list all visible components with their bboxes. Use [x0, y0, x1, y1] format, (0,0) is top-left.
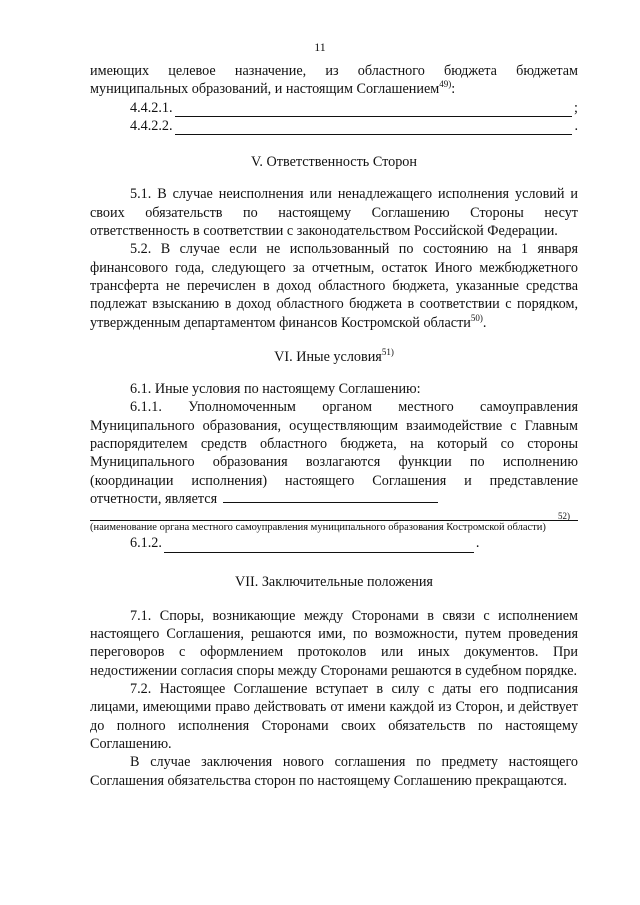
blank-full-line	[90, 510, 578, 521]
paragraph-6-1-1: 6.1.1. Уполномоченным органом местного самоуправления Муниципального образования, осуществляющим взаимодействие с Главным распорядителем средств областного бюджета, на который со стороны Муниципального образования возлагаются функции по исполнению (координации исполнения) настоящего Соглашения и представление отчетности, является	[90, 399, 578, 507]
document-body	[90, 62, 578, 790]
paragraph-7-1: 7.1. Споры, возникающие между Сторонами в связи с исполнением настоящего Соглашения, решаются ими, по возможности, путем проведения переговоров с оформлением протоколов или иных документов. При недостижении согласия споры между Сторонами решаются в судебном порядке.	[90, 607, 578, 679]
paragraph-5-2: 5.2. В случае если не использованный по состоянию на 1 января финансового года, следующего за отчетным, остаток Иного межбюджетного трансферта не перечислен в доход областного бюджета, указанные средства подлежат взысканию в доход областного бюджета в соответствии с порядком, утвержденным департаментом финансов Костромской области$^{50)}$.	[90, 241, 578, 331]
page-number: 11	[314, 40, 326, 54]
intro-text: имеющих целевое назначение, из областного бюджета бюджетам муниципальных образований, и настоящим Соглашением	[90, 63, 578, 98]
paragraph-7-2: 7.2. Настоящее Соглашение вступает в силу с даты его подписания лицами, имеющими право действовать от имени каждой из Сторон, и действует до полного исполнения Сторонами своих обязательств по настоящему Соглашению.	[90, 681, 578, 752]
field-caption: (наименование органа местного самоуправления муниципального образования Костромской области)	[90, 522, 546, 534]
footnote-ref-52: 52)	[558, 511, 570, 522]
blank-line	[175, 103, 572, 117]
footnote-ref-49: 49)	[439, 79, 452, 90]
intro-paragraph: имеющих целевое назначение, из областного бюджета бюджетам муниципальных образований, и настоящим Соглашением$^{49)}$:	[90, 63, 578, 98]
paragraph-7-3: В случае заключения нового соглашения по предмету настоящего Соглашения обязательства сторон по настоящему Соглашению прекращаются.	[90, 754, 578, 789]
footnote-ref-50: 50)	[470, 312, 483, 323]
blank-line	[223, 490, 438, 503]
section-6-title: VI. Иные условия$^{51)}$	[274, 346, 394, 365]
section-7-title: VII. Заключительные положения	[235, 573, 433, 590]
footnote-ref-51: 51)	[381, 346, 394, 357]
item-4-4-2-1: 4.4.2.1. ;	[130, 99, 578, 116]
blank-line	[175, 121, 573, 135]
paragraph-6-1: 6.1. Иные условия по настоящему Соглашению:	[130, 381, 421, 398]
item-4-4-2-2: 4.4.2.2. .	[130, 117, 578, 134]
blank-line	[164, 539, 474, 553]
paragraph-5-1: 5.1. В случае неисполнения или ненадлежащего исполнения условий и своих обязательств по настоящему Соглашению Стороны несут ответственность в соответствии с законодательством Российской Федерации.	[90, 186, 578, 240]
section-5-title: V. Ответственность Сторон	[251, 154, 417, 171]
item-6-1-2: 6.1.2. .	[130, 535, 480, 552]
